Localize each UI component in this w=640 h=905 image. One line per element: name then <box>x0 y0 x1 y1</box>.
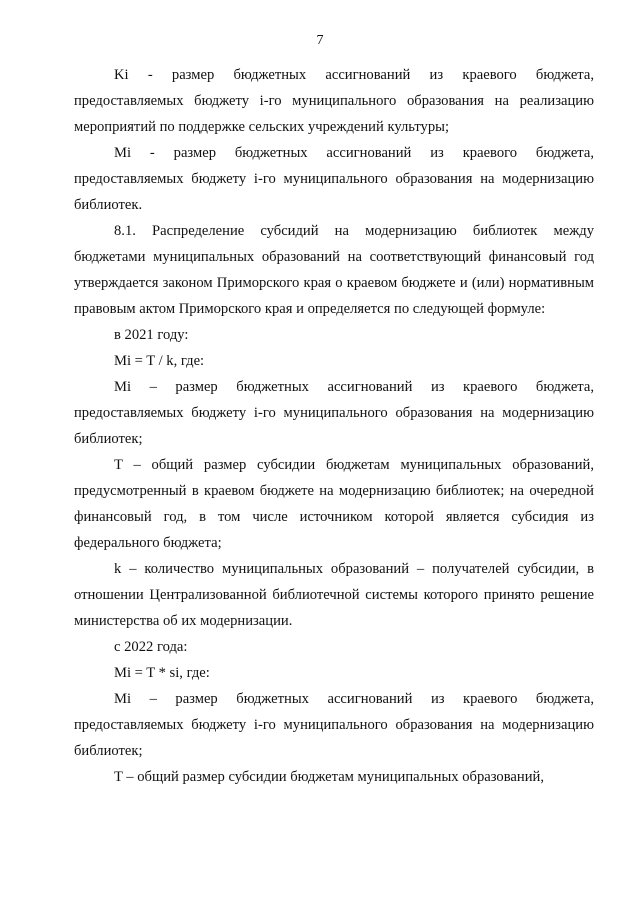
paragraph-year-2021: в 2021 году: <box>114 327 189 343</box>
paragraph-t-2021: T – общий размер субсидии бюджетам муниципальных образований, предусмотренный в краевом бюджете на модернизацию библиотек; на очередной финансовый год, в том числе источником которой является субсидия из федерального бюджета; <box>74 457 594 551</box>
paragraph-section-8-1: 8.1. Распределение субсидий на модернизацию библиотек между бюджетами муниципальных образований на соответствующий финансовый год утверждается законом Приморского края о краевом бюджете и (или) нормативным правовым актом Приморского края и определяется по следующей формуле: <box>74 223 594 317</box>
paragraph-year-2022: с 2022 года: <box>114 639 188 655</box>
paragraph-ki-definition: Ki - размер бюджетных ассигнований из краевого бюджета, предоставляемых бюджету i-го муниципального образования на реализацию мероприятий по поддержке сельских учреждений культуры; <box>74 67 594 135</box>
document-body <box>74 62 594 790</box>
paragraph-mi-2022: Mi – размер бюджетных ассигнований из краевого бюджета, предоставляемых бюджету i-го муниципального образования на модернизацию библиотек; <box>74 691 594 759</box>
paragraph-mi-2021: Mi – размер бюджетных ассигнований из краевого бюджета, предоставляемых бюджету i-го муниципального образования на модернизацию библиотек; <box>74 379 594 447</box>
paragraph-t-2022: T – общий размер субсидии бюджетам муниципальных образований, <box>114 769 544 785</box>
formula-2022: Mi = T * si, где: <box>114 665 210 681</box>
paragraph-mi-definition: Mi - размер бюджетных ассигнований из краевого бюджета, предоставляемых бюджету i-го муниципального образования на модернизацию библиотек. <box>74 145 594 213</box>
paragraph-k-2021: k – количество муниципальных образований – получателей субсидии, в отношении Централизованной библиотечной системы которого принято решение министерства об их модернизации. <box>74 561 594 629</box>
page-number: 7 <box>316 33 324 48</box>
formula-2021: Mi = T / k, где: <box>114 353 205 369</box>
